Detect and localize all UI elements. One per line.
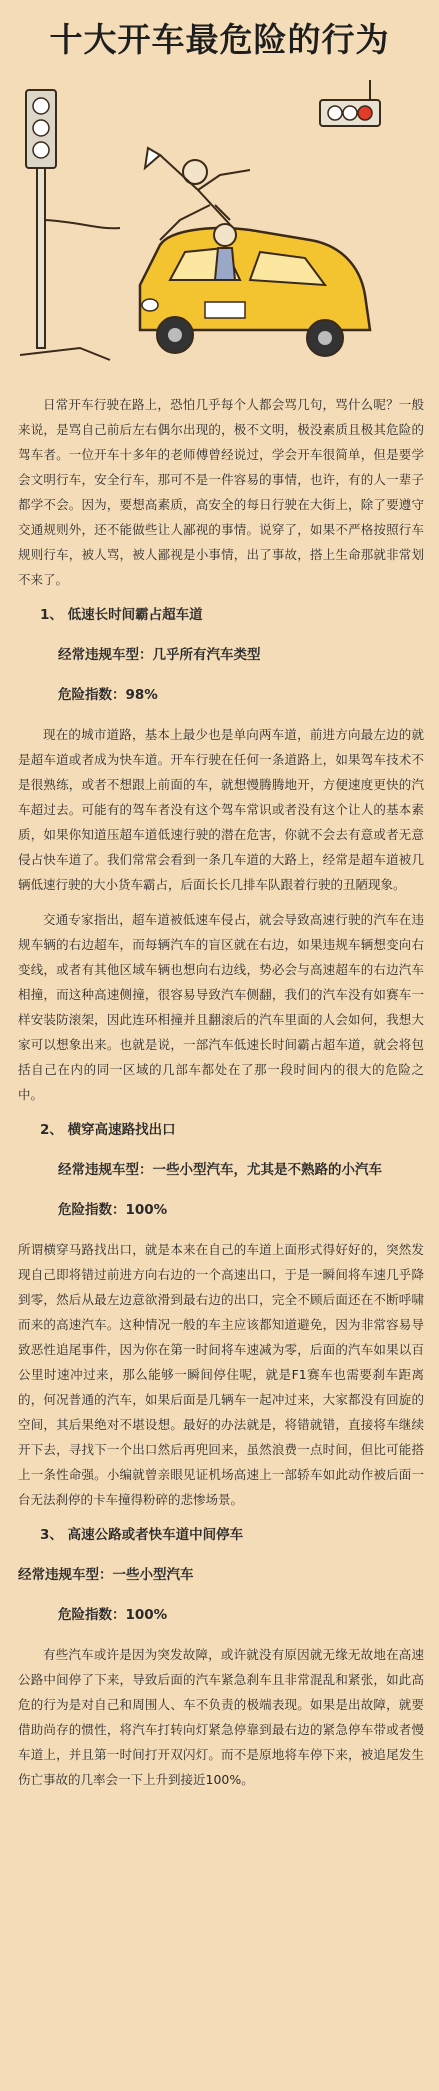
article-body — [18, 392, 424, 1802]
section-paragraph: 现在的城市道路，基本上最少也是单向两车道，前进方向最左边的就是超车道或者成为快车道。开车行驶在任何一条道路上，如果驾车技术不是很熟练，或者不想跟上前面的车，就想慢腾腾地开，方便速度更快的汽车超过去。可能有的驾车者没有这个驾车常识或者没有这个让人的基本素质，如果你知道压超车道低速行驶的潜在危害，你就不会去有意或者无意侵占快车道了。我们常常会看到一条几车道的大路上，经常是超车道被几辆低速行驶的大小货车霸占，后面长长几排车队跟着行驶的丑陋现象。 — [18, 727, 424, 892]
section-heading: 1、 低速长时间霸占超车道 — [40, 607, 203, 623]
section-2 — [18, 1117, 424, 1512]
section-paragraph: 所谓横穿马路找出口，就是本来在自己的车道上面形式得好好的，突然发现自己即将错过前进方向右边的一个高速出口，于是一瞬间将车速几乎降到零，然后从最左边意欲滑到最右边的出口，完全不顾后面还在不断呼啸而来的高速汽车。这种情况一般的车主应该都知道避免，因为非常容易导致恶性追尾事件，因为你在第一时间将车速减为零，后面的汽车如果以百公里时速冲过来，那么能够一瞬间停住呢，就是F1赛车也需要刹车距离的，何况普通的汽车，如果后面是几辆车一起冲过来，大家都没有回旋的空间，其后果绝对不堪设想。最好的办法就是，将错就错，直接将车继续开下去，寻找下一个出口然后再兜回来，虽然浪费一点时间，但比可能搭上一条性命强。小编就曾亲眼见证机场高速上一部轿车如此动作被后面一台无法刹停的卡车撞得粉碎的悲惨场景。 — [18, 1242, 424, 1507]
danger-index: 危险指数：100% — [58, 1607, 168, 1623]
danger-index: 危险指数：100% — [58, 1202, 168, 1218]
page-title: 十大开车最危险的行为 — [49, 20, 390, 59]
car-type-label: 经常违规车型：一些小型汽车，尤其是不熟路的小汽车 — [58, 1162, 382, 1178]
section-heading: 3、 高速公路或者快车道中间停车 — [40, 1527, 244, 1543]
intro-paragraph: 日常开车行驶在路上，恐怕几乎每个人都会骂几句，骂什么呢？一般来说，是骂自己前后左右偶尔出现的，极不文明，极没素质且极其危险的驾车者。一位开车十多年的老师傅曾经说过，学会开车很简单，但是要学会文明行车，安全行车，那可不是一件容易的事情，也许，有的人一辈子都学不会。因为，要想高素质，高安全的每日行驶在大街上，除了要遵守交通规则外，还不能做些让人鄙视的事情。说穿了，如果不严格按照行车规则行车，被人骂，被人鄙视是小事情，出了事故，搭上生命那就非常划不来了。 — [18, 397, 424, 587]
traffic-light-left-icon — [20, 90, 120, 360]
section-paragraph: 有些汽车或许是因为突发故障，或许就没有原因就无缘无故地在高速公路中间停了下来，导致后面的汽车紧急刹车且非常混乱和紧张，如此高危的行为是对自己和周围人、车不负责的极端表现。如果是出故障，就要借助尚存的惯性，将汽车打转向灯紧急停靠到最右边的紧急停车带或者慢车道上，并且第一时间打开双闪灯。而不是原地将车停下来，被追尾发生伤亡事故的几率会一下上升到接近100%。 — [18, 1647, 424, 1787]
yellow-car-icon — [140, 228, 370, 356]
car-driver-icon — [214, 224, 236, 280]
traffic-light-right-icon — [320, 80, 380, 126]
section-paragraph: 交通专家指出，超车道被低速车侵占，就会导致高速行驶的汽车在违规车辆的右边超车，而每辆汽车的盲区就在右边，如果违规车辆想变向右变线，或者有其他区域车辆也想向右边线，势必会与高速超车的右边汽车相撞，而这种高速侧撞，很容易导致汽车侧翻，我们的汽车没有如赛车一样安装防滚架，因此连环相撞并且翻滚后的汽车里面的人会如何，我想大家可以想象出来。也就是说，一部汽车低速长时间霸占超车道，就会将包括自己在内的同一区域的几部车都处在了那一段时间内的很大的危险之中。 — [18, 912, 424, 1102]
car-type-label: 经常违规车型：一些小型汽车 — [18, 1567, 194, 1583]
danger-index: 危险指数：98% — [58, 687, 158, 703]
car-type-label: 经常违规车型：几乎所有汽车类型 — [58, 647, 261, 663]
section-1 — [18, 602, 424, 1107]
section-3 — [18, 1522, 424, 1792]
cartoon-illustration — [20, 80, 430, 380]
section-heading: 2、 横穿高速路找出口 — [40, 1122, 176, 1138]
